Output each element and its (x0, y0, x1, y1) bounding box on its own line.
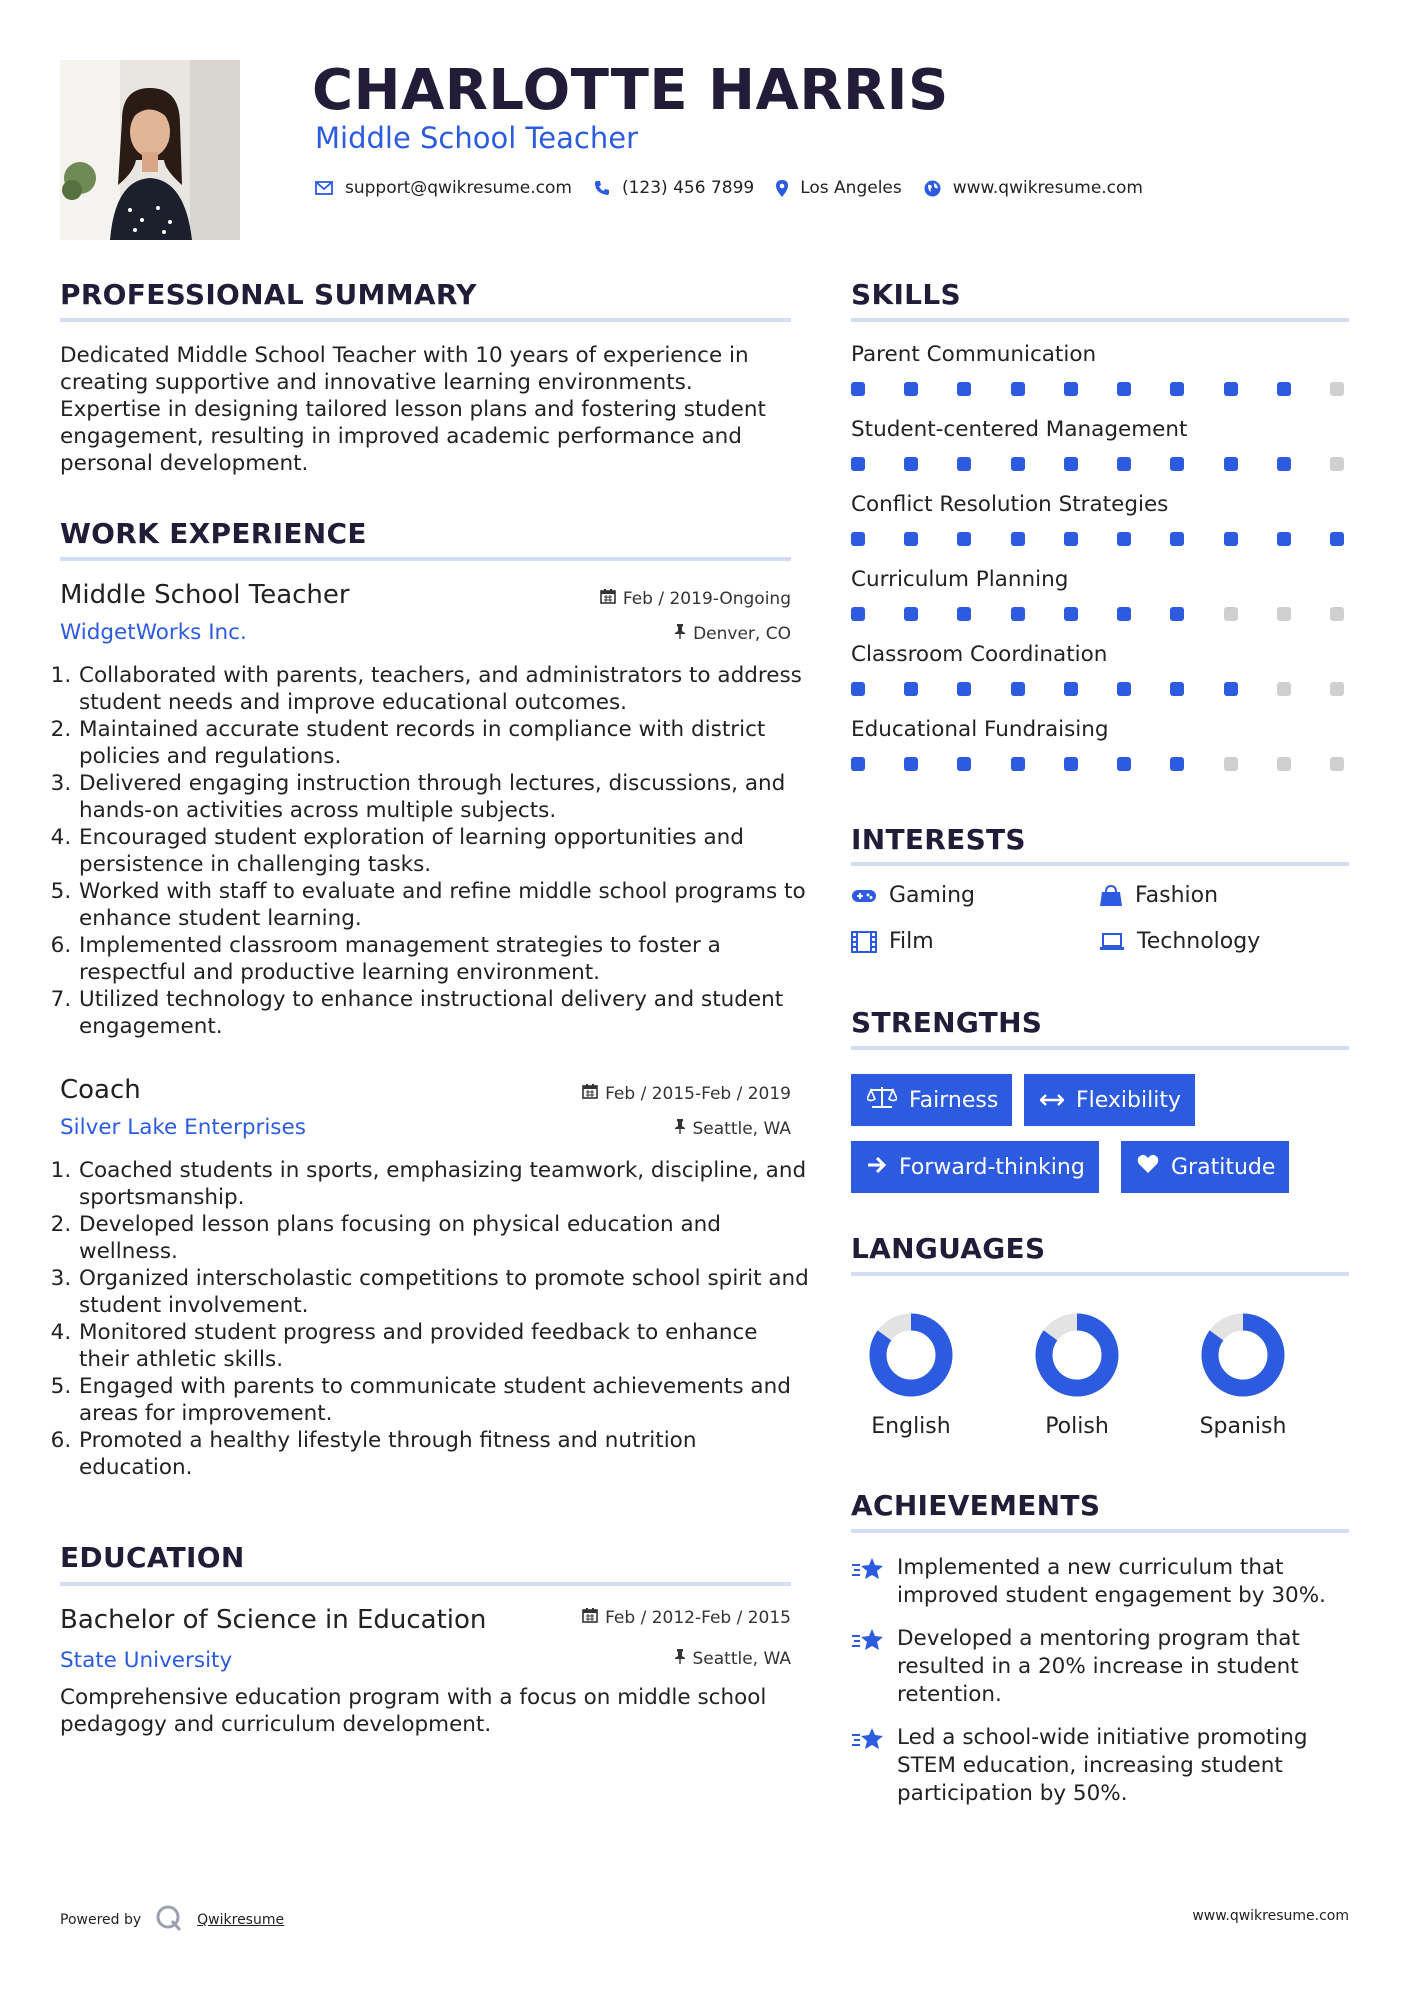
rating-dot (1117, 757, 1131, 771)
education-description: Comprehensive education program with a focus on middle school pedagogy and curriculum development. (60, 1685, 767, 1737)
school-name: State University (60, 1648, 233, 1673)
rating-dot (1330, 532, 1344, 546)
pin-icon (674, 1118, 686, 1139)
rating-dot (1117, 457, 1131, 471)
rating-dot (1011, 532, 1025, 546)
list-item: 1. Collaborated with parents, teachers, and administrators to address student needs and improve educational outcomes. (78, 662, 809, 716)
summary-text: Dedicated Middle School Teacher with 10 years of experience in creating supportive and innovative learning environments. Expertise in designing tailored lesson plans and fostering student engagement, resulting in improved academic performance and personal development. (60, 343, 766, 476)
contact-bar (315, 178, 1165, 198)
list-item: 7. Utilized technology to enhance instructional delivery and student engagement. (78, 986, 809, 1040)
rating-dot (904, 757, 918, 771)
job-title: Coach (60, 1075, 141, 1105)
rating-dot (1064, 382, 1078, 396)
summary-rule (60, 318, 791, 322)
job-bullets (60, 662, 809, 1040)
job-company: WidgetWorks Inc. (60, 620, 247, 645)
rating-dot (851, 757, 865, 771)
achievement-text: Developed a mentoring program that resulted in a 20% increase in student retention. (897, 1626, 1300, 1707)
laptop-icon (1099, 932, 1125, 952)
rating-dot (1330, 682, 1344, 696)
job-location (500, 1118, 791, 1139)
language-gauge (1198, 1310, 1288, 1400)
rating-dot (1277, 382, 1291, 396)
rating-dot (1011, 607, 1025, 621)
achievement-item (851, 1625, 1349, 1709)
education-heading: EDUCATION (60, 1541, 245, 1574)
rating-dot (1277, 457, 1291, 471)
strength-label: Flexibility (1076, 1087, 1181, 1113)
powered-by-text: Powered by (60, 1912, 142, 1928)
arrows-horizontal-icon (1040, 1088, 1064, 1113)
skill-rating (851, 607, 1344, 621)
list-item: 5. Engaged with parents to communicate student achievements and areas for improvement. (78, 1373, 809, 1427)
languages-heading: LANGUAGES (851, 1232, 1046, 1265)
rating-dot (1170, 457, 1184, 471)
rating-dot (1330, 382, 1344, 396)
list-item: 2. Maintained accurate student records in compliance with district policies and regulations. (78, 716, 809, 770)
rating-dot (851, 682, 865, 696)
rating-dot (1330, 757, 1344, 771)
rating-dot (957, 757, 971, 771)
strength-chip (1121, 1141, 1289, 1193)
achievement-item (851, 1554, 1349, 1610)
achievements-rule (851, 1529, 1349, 1533)
rating-dot (1224, 457, 1238, 471)
rating-dot (1224, 682, 1238, 696)
star-icon (851, 1724, 885, 1808)
interest-item (851, 883, 975, 908)
interest-label: Film (889, 929, 934, 954)
rating-dot (1064, 607, 1078, 621)
skill-rating (851, 382, 1344, 396)
list-item: 6. Implemented classroom management strategies to foster a respectful and productive learning environment. (78, 932, 809, 986)
education-rule (60, 1582, 791, 1586)
gamepad-icon (851, 888, 877, 904)
rating-dot (1117, 682, 1131, 696)
rating-dot (1330, 607, 1344, 621)
rating-dot (1224, 607, 1238, 621)
skill-name: Student-centered Management (851, 417, 1188, 442)
list-item: 4. Monitored student progress and provided feedback to enhance their athletic skills. (78, 1319, 809, 1373)
rating-dot (1117, 382, 1131, 396)
rating-dot (904, 682, 918, 696)
map-marker-icon (776, 180, 788, 197)
rating-dot (1117, 607, 1131, 621)
education-location-text: Seattle, WA (692, 1648, 791, 1669)
envelope-icon (315, 181, 333, 195)
skill-name: Curriculum Planning (851, 567, 1069, 592)
education-location (500, 1648, 791, 1669)
education-dates-text: Feb / 2012-Feb / 2015 (605, 1607, 791, 1628)
film-icon (851, 931, 877, 953)
rating-dot (957, 607, 971, 621)
phone-icon (594, 180, 610, 196)
rating-dot (904, 607, 918, 621)
calendar-icon (582, 1083, 598, 1104)
rating-dot (1170, 532, 1184, 546)
interest-item (851, 929, 934, 954)
rating-dot (957, 457, 971, 471)
rating-dot (1277, 607, 1291, 621)
star-icon (851, 1554, 885, 1610)
shopping-bag-icon (1099, 885, 1123, 907)
rating-dot (1064, 757, 1078, 771)
language-name: Spanish (1199, 1414, 1287, 1439)
rating-dot (1277, 532, 1291, 546)
interest-item (1099, 929, 1260, 954)
job-dates (500, 588, 791, 609)
arrow-right-icon (867, 1155, 887, 1180)
languages-rule (851, 1272, 1349, 1276)
interest-item (1099, 883, 1218, 908)
calendar-icon (600, 588, 616, 609)
list-item: 4. Encouraged student exploration of learning opportunities and persistence in challenging tasks. (78, 824, 809, 878)
job-location-text: Denver, CO (693, 623, 791, 644)
rating-dot (1011, 757, 1025, 771)
rating-dot (1117, 532, 1131, 546)
contact-email[interactable]: support@qwikresume.com (345, 178, 572, 198)
contact-location: Los Angeles (800, 178, 902, 198)
skills-heading: SKILLS (851, 278, 961, 311)
contact-phone[interactable]: (123) 456 7899 (621, 178, 755, 198)
rating-dot (1011, 682, 1025, 696)
rating-dot (1224, 532, 1238, 546)
strength-label: Forward-thinking (899, 1154, 1085, 1180)
rating-dot (1011, 457, 1025, 471)
experience-heading: WORK EXPERIENCE (60, 517, 367, 550)
job-bullets (60, 1157, 809, 1481)
list-item: 5. Worked with staff to evaluate and refine middle school programs to enhance student learning. (78, 878, 809, 932)
job-location-text: Seattle, WA (692, 1118, 791, 1139)
achievement-item (851, 1724, 1349, 1808)
strength-chip (851, 1074, 1012, 1126)
balance-scale-icon (867, 1086, 897, 1114)
list-item: 6. Promoted a healthy lifestyle through fitness and nutrition education. (78, 1427, 809, 1481)
skill-name: Educational Fundraising (851, 717, 1109, 742)
footer-brand (60, 1904, 284, 1936)
rating-dot (1011, 382, 1025, 396)
rating-dot (904, 532, 918, 546)
list-item: 3. Delivered engaging instruction through lectures, discussions, and hands-on activities across multiple subjects. (78, 770, 809, 824)
rating-dot (1170, 382, 1184, 396)
rating-dot (1064, 682, 1078, 696)
candidate-name: CHARLOTTE HARRIS (312, 58, 949, 123)
skill-name: Conflict Resolution Strategies (851, 492, 1169, 517)
degree-title: Bachelor of Science in Education (60, 1605, 487, 1635)
language-name: Polish (1045, 1414, 1109, 1439)
interest-label: Technology (1137, 929, 1261, 954)
rating-dot (1064, 457, 1078, 471)
rating-dot (957, 532, 971, 546)
job-title: Middle School Teacher (60, 580, 350, 610)
strength-chip (1024, 1074, 1195, 1126)
rating-dot (851, 532, 865, 546)
interests-rule (851, 862, 1349, 866)
pin-icon (674, 623, 686, 644)
contact-website[interactable]: www.qwikresume.com (952, 178, 1143, 198)
profile-photo (60, 60, 240, 240)
rating-dot (1277, 682, 1291, 696)
interest-label: Gaming (889, 883, 975, 908)
skill-name: Parent Communication (851, 342, 1097, 367)
heart-icon (1137, 1154, 1159, 1180)
globe-icon (924, 180, 941, 197)
list-item: 2. Developed lesson plans focusing on physical education and wellness. (78, 1211, 809, 1265)
interests-heading: INTERESTS (851, 823, 1026, 856)
rating-dot (1224, 382, 1238, 396)
list-item: 3. Organized interscholastic competitions to promote school spirit and student involvement. (78, 1265, 809, 1319)
job-company: Silver Lake Enterprises (60, 1115, 306, 1140)
skill-rating (851, 532, 1344, 546)
skill-rating (851, 757, 1344, 771)
language-gauge (866, 1310, 956, 1400)
list-item: 1. Coached students in sports, emphasizing teamwork, discipline, and sportsmanship. (78, 1157, 809, 1211)
skill-name: Classroom Coordination (851, 642, 1108, 667)
rating-dot (1277, 757, 1291, 771)
rating-dot (1170, 607, 1184, 621)
summary-heading: PROFESSIONAL SUMMARY (60, 278, 477, 311)
achievement-text: Implemented a new curriculum that improved student engagement by 30%. (897, 1555, 1326, 1608)
strengths-heading: STRENGTHS (851, 1006, 1043, 1039)
experience-rule (60, 557, 791, 561)
strength-label: Gratitude (1171, 1154, 1276, 1180)
rating-dot (1224, 757, 1238, 771)
candidate-title: Middle School Teacher (315, 121, 638, 155)
rating-dot (957, 682, 971, 696)
rating-dot (851, 607, 865, 621)
language-name: English (871, 1414, 951, 1439)
interest-label: Fashion (1135, 883, 1219, 908)
job-dates (500, 1083, 791, 1104)
star-icon (851, 1625, 885, 1709)
achievement-text: Led a school-wide initiative promoting STEM education, increasing student participation by 50%. (897, 1725, 1308, 1806)
job-dates-text: Feb / 2015-Feb / 2019 (605, 1083, 791, 1104)
calendar-icon (582, 1607, 598, 1628)
rating-dot (1170, 757, 1184, 771)
qwikresume-link[interactable]: Qwikresume (197, 1912, 285, 1928)
skills-rule (851, 318, 1349, 322)
rating-dot (851, 382, 865, 396)
strength-label: Fairness (909, 1087, 999, 1113)
rating-dot (1064, 532, 1078, 546)
rating-dot (1170, 682, 1184, 696)
strength-chip (851, 1141, 1099, 1193)
education-dates (500, 1607, 791, 1628)
rating-dot (957, 382, 971, 396)
strengths-rule (851, 1046, 1349, 1050)
rating-dot (904, 457, 918, 471)
rating-dot (1330, 457, 1344, 471)
job-dates-text: Feb / 2019-Ongoing (622, 588, 791, 609)
language-gauge (1032, 1310, 1122, 1400)
achievements-heading: ACHIEVEMENTS (851, 1489, 1101, 1522)
rating-dot (851, 457, 865, 471)
skill-rating (851, 457, 1344, 471)
qwikresume-logo-icon (155, 1904, 183, 1936)
job-location (500, 623, 791, 644)
pin-icon (674, 1648, 686, 1669)
skill-rating (851, 682, 1344, 696)
footer-site[interactable]: www.qwikresume.com (1192, 1908, 1349, 1924)
rating-dot (904, 382, 918, 396)
